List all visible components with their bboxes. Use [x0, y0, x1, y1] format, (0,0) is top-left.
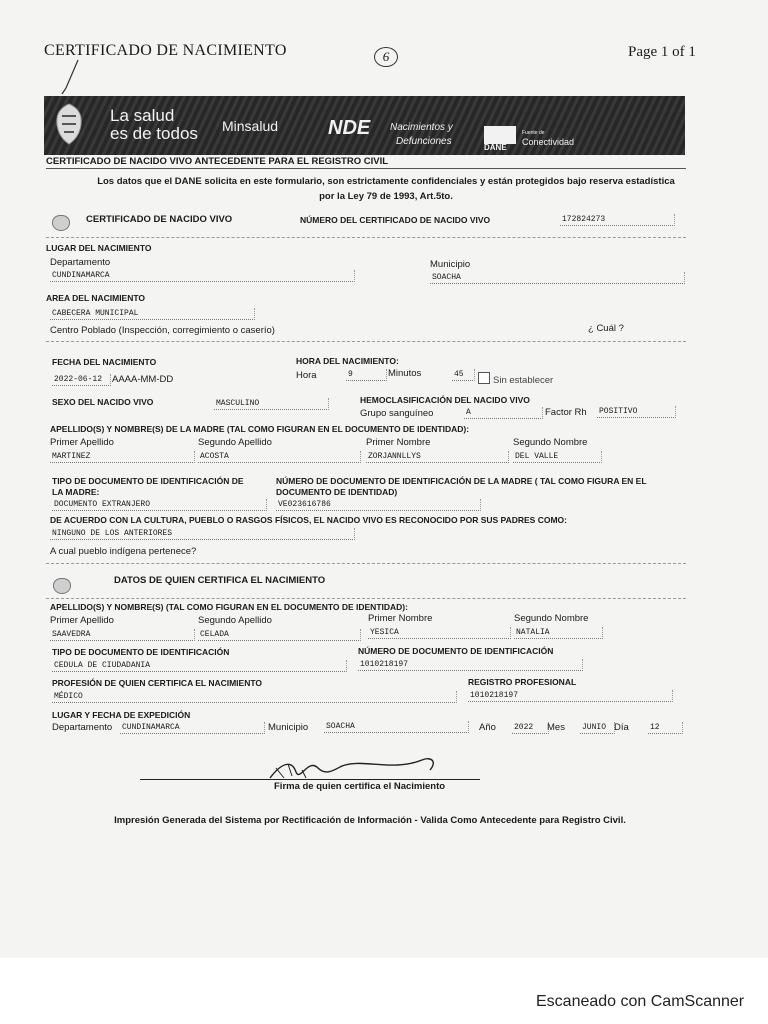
signature-line	[140, 779, 480, 780]
professional-registry-label: REGISTRO PROFESIONAL	[468, 677, 577, 687]
mother-first-name-label: Primer Nombre	[366, 437, 431, 448]
date-format-label: AAAA-MM-DD	[112, 374, 174, 385]
certifier-second-name-field: NATALIA	[514, 627, 603, 639]
confidentiality-notice-2: por la Ley 79 de 1993, Art.5to.	[319, 191, 453, 202]
year-field: 2022	[512, 722, 549, 734]
birth-place-heading: LUGAR DEL NACIMIENTO	[46, 243, 152, 253]
municipality-label: Municipio	[430, 259, 471, 270]
sex-field: MASCULINO	[214, 398, 329, 410]
hemoclassification-heading: HEMOCLASIFICACIÓN DEL NACIDO VIVO	[360, 395, 530, 405]
birth-area-field: CABECERA MUNICIPAL	[50, 308, 255, 320]
mother-heading: APELLIDO(S) Y NOMBRE(S) DE LA MADRE (TAL COMO FIGURAN EN EL DOCUMENTO DE IDENTIDAD):	[50, 424, 470, 434]
handwritten-page-mark: 6	[374, 47, 398, 67]
scanner-footer-area	[0, 958, 768, 1024]
birth-municipality-field: SOACHA	[430, 272, 685, 284]
certifier-first-name-label: Primer Nombre	[368, 613, 433, 624]
professional-registry-field: 1010218197	[468, 690, 673, 702]
confidentiality-notice-1: Los datos que el DANE solicita en este formulario, son estrictamente confidenciales y están protegidos bajo reserva estadística	[97, 176, 675, 187]
mother-doc-number-label-1: NÚMERO DE DOCUMENTO DE IDENTIFICACIÓN DE LA MADRE ( TAL COMO FIGURA EN EL	[276, 476, 647, 486]
mother-second-surname-field: ACOSTA	[198, 451, 361, 463]
rh-label: Factor Rh	[545, 407, 587, 418]
certifier-second-surname-label: Segundo Apellido	[198, 615, 272, 626]
hour-field: 9	[346, 369, 387, 381]
issuance-department-field: CUNDINAMARCA	[120, 722, 265, 734]
day-field: 12	[648, 722, 683, 734]
birth-date-heading: FECHA DEL NACIMIENTO	[52, 357, 157, 367]
connectivity-label: Conectividad	[522, 137, 575, 147]
camscanner-watermark: Escaneado con CamScanner	[536, 993, 745, 1010]
rh-field: POSITIVO	[597, 406, 676, 418]
dane-label: DANE	[484, 143, 507, 152]
divider	[46, 340, 686, 342]
page-indicator: Page 1 of 1	[628, 44, 696, 60]
certifier-doc-number-field: 1010218197	[358, 659, 583, 671]
nde-logo: NDE	[328, 117, 371, 139]
divider	[46, 236, 686, 238]
document-title: CERTIFICADO DE NACIMIENTO	[44, 42, 287, 59]
system-print-note: Impresión Generada del Sistema por Rectificación de Información - Valida Como Antecedente para Registro Civil.	[114, 815, 626, 826]
nde-subtitle-1: Nacimientos y	[390, 122, 453, 133]
mother-second-name-label: Segundo Nombre	[513, 437, 588, 448]
mother-doc-number-label-2: DOCUMENTO DE IDENTIDAD)	[276, 487, 398, 497]
nde-subtitle-2: Defunciones	[396, 136, 452, 147]
minutes-label: Minutos	[388, 368, 422, 379]
indigenous-label: A cual pueblo indígena pertenece?	[50, 546, 197, 557]
certifier-profession-label: PROFESIÓN DE QUIEN CERTIFICA EL NACIMIENTO	[52, 678, 262, 688]
undetermined-checkbox	[478, 372, 490, 384]
mother-first-surname-field: MARTINEZ	[50, 451, 195, 463]
certifier-profession-field: MÉDICO	[52, 691, 457, 703]
birth-date-field: 2022-06-12	[52, 374, 111, 386]
certifier-doc-type-label: TIPO DE DOCUMENTO DE IDENTIFICACIÓN	[52, 647, 230, 657]
coat-of-arms-icon	[52, 102, 86, 146]
divider	[46, 168, 686, 169]
issuance-municipality-field: SOACHA	[324, 721, 469, 733]
mother-doc-number-field: VE023616786	[276, 499, 481, 511]
connectivity-small: Fuente de	[522, 130, 545, 136]
certificate-number-field: 172824273	[560, 214, 675, 226]
slogan-line-2: es de todos	[110, 124, 198, 143]
issuance-department-label: Departamento	[52, 722, 113, 733]
culture-field: NINGUNO DE LOS ANTERIORES	[50, 528, 355, 540]
mother-doc-type-label-2: LA MADRE:	[52, 487, 100, 497]
mother-first-name-field: ZORJANNLLYS	[366, 451, 509, 463]
ministry-banner	[44, 96, 685, 155]
month-label: Mes	[547, 722, 565, 733]
divider	[46, 562, 686, 564]
certifier-second-surname-field: CELADA	[198, 629, 361, 641]
culture-heading: DE ACUERDO CON LA CULTURA, PUEBLO O RASGOS FÍSICOS, EL NACIDO VIVO ES RECONOCIDO POR SUS PADRES COMO:	[50, 515, 567, 525]
certifier-section-title: DATOS DE QUIEN CERTIFICA EL NACIMIENTO	[114, 575, 326, 586]
certifier-first-surname-field: SAAVEDRA	[50, 629, 195, 641]
birth-department-field: CUNDINAMARCA	[50, 270, 355, 282]
certifier-first-name-field: YESICA	[368, 627, 511, 639]
emblem-icon	[53, 578, 71, 594]
issuance-heading: LUGAR Y FECHA DE EXPEDICIÓN	[52, 710, 191, 720]
pen-stroke-mark	[56, 58, 96, 98]
populated-center-label: Centro Poblado (Inspección, corregimiento o caserío)	[50, 325, 275, 336]
slogan-line-1: La salud	[110, 106, 175, 125]
sex-label: SEXO DEL NACIDO VIVO	[52, 397, 154, 407]
dane-logo-icon	[484, 126, 516, 144]
birth-time-heading: HORA DEL NACIMIENTO:	[296, 356, 399, 366]
certificate-section-title: CERTIFICADO DE NACIDO VIVO	[86, 214, 233, 225]
certifier-second-name-label: Segundo Nombre	[514, 613, 589, 624]
birth-area-heading: AREA DEL NACIMIENTO	[46, 293, 146, 303]
divider	[46, 597, 686, 599]
emblem-icon	[52, 215, 70, 231]
undetermined-label: Sin establecer	[493, 375, 554, 386]
certificate-number-label: NÚMERO DEL CERTIFICADO DE NACIDO VIVO	[300, 215, 491, 225]
year-label: Año	[479, 722, 496, 733]
signature-label: Firma de quien certifica el Nacimiento	[274, 781, 446, 792]
blood-group-label: Grupo sanguíneo	[360, 408, 434, 419]
issuance-municipality-label: Municipio	[268, 722, 309, 733]
minutes-field: 45	[452, 369, 475, 381]
mother-doc-type-label-1: TIPO DE DOCUMENTO DE IDENTIFICACIÓN DE	[52, 476, 244, 486]
day-label: Día	[614, 722, 629, 733]
form-heading: CERTIFICADO DE NACIDO VIVO ANTECEDENTE PARA EL REGISTRO CIVIL	[46, 156, 389, 167]
ministry-logo: Minsalud	[222, 118, 279, 134]
mother-first-surname-label: Primer Apellido	[50, 437, 114, 448]
mother-second-name-field: DEL VALLE	[513, 451, 602, 463]
mother-second-surname-label: Segundo Apellido	[198, 437, 272, 448]
certifier-doc-type-field: CEDULA DE CIUDADANIA	[52, 660, 347, 672]
hour-label: Hora	[296, 370, 317, 381]
certifier-doc-number-label: NÚMERO DE DOCUMENTO DE IDENTIFICACIÓN	[358, 646, 554, 656]
mother-doc-type-field: DOCUMENTO EXTRANJERO	[52, 499, 267, 511]
department-label: Departamento	[50, 257, 111, 268]
month-field: JUNIO	[580, 722, 615, 734]
blood-group-field: A	[464, 407, 543, 419]
certifier-first-surname-label: Primer Apellido	[50, 615, 114, 626]
which-label: ¿ Cuál ?	[588, 323, 624, 334]
certifier-heading: APELLIDO(S) Y NOMBRE(S) (TAL COMO FIGURAN EN EL DOCUMENTO DE IDENTIDAD):	[50, 602, 408, 612]
